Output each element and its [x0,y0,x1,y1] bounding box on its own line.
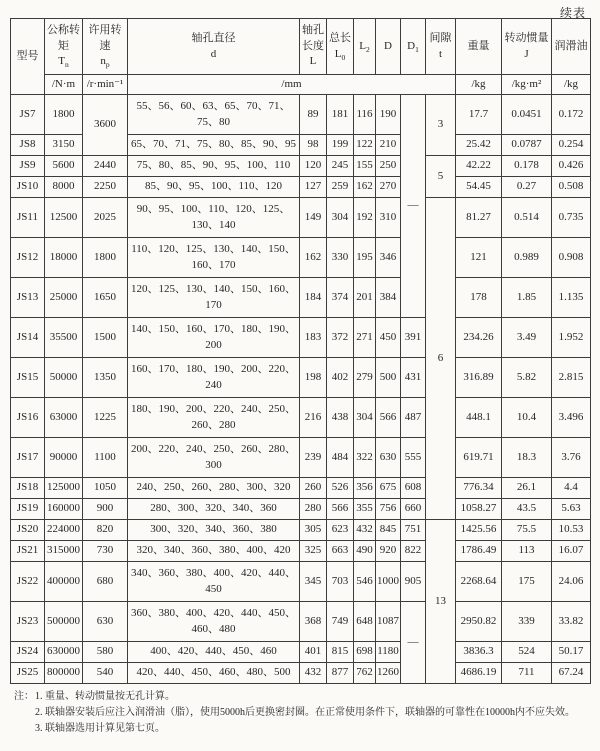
cell-total_length: 181 [327,95,354,135]
unit-speed: /r·min⁻¹ [83,75,128,95]
cell-weight: 2268.64 [456,562,502,602]
cell-speed: 2025 [83,198,128,238]
cell-d_outer: 250 [376,156,401,177]
cell-length: 345 [300,562,327,602]
cell-d_outer: 346 [376,238,401,278]
cell-weight: 2950.82 [456,602,502,642]
header-row-units [11,75,591,95]
cell-total_length: 703 [327,562,354,602]
cell-oil: 50.17 [552,642,591,663]
col-header-d1: $D_1$ [401,19,426,75]
cell-speed: 1350 [83,358,128,398]
cell-total_length: 663 [327,541,354,562]
cell-torque: 1800 [45,95,83,135]
cell-inertia: 711 [502,663,552,684]
cell-speed: 900 [83,499,128,520]
note-item: 3. 联轴器选用计算见第七页。 [35,723,165,735]
cell-model: JS19 [11,499,45,520]
cell-torque: 500000 [45,602,83,642]
cell-bore: 340、360、380、400、420、440、450 [128,562,300,602]
cell-torque: 12500 [45,198,83,238]
cell-l2: 162 [354,177,376,198]
cell-d_outer: 630 [376,438,401,478]
cell-model: JS25 [11,663,45,684]
col-header-bore: 轴孔直径 d [128,19,300,75]
cell-length: 183 [300,318,327,358]
cell-speed: 1800 [83,238,128,278]
cell-d1: — [401,602,426,684]
table-row [11,438,591,478]
cell-total_length: 199 [327,135,354,156]
cell-length: 162 [300,238,327,278]
cell-model: JS22 [11,562,45,602]
table-row [11,278,591,318]
cell-inertia: 18.3 [502,438,552,478]
cell-bore: 85、90、95、100、110、120 [128,177,300,198]
cell-length: 401 [300,642,327,663]
cell-length: 432 [300,663,327,684]
note-item: 1. 重量、转动惯量按无孔计算。 [35,691,175,702]
cell-torque: 18000 [45,238,83,278]
cell-length: 149 [300,198,327,238]
cell-d_outer: 566 [376,398,401,438]
cell-speed: 630 [83,602,128,642]
cell-length: 184 [300,278,327,318]
cell-weight: 448.1 [456,398,502,438]
cell-d_outer: 310 [376,198,401,238]
cell-model: JS21 [11,541,45,562]
cell-oil: 0.508 [552,177,591,198]
cell-oil: 3.76 [552,438,591,478]
cell-speed: 1650 [83,278,128,318]
cell-l2: 698 [354,642,376,663]
unit-torque: /N·m [45,75,83,95]
cell-oil: 1.135 [552,278,591,318]
cell-total_length: 245 [327,156,354,177]
notes-prefix: 注： [14,691,34,702]
cell-inertia: 5.82 [502,358,552,398]
cell-oil: 1.952 [552,318,591,358]
cell-oil: 4.4 [552,478,591,499]
cell-bore: 400、420、440、450、460 [128,642,300,663]
cell-d1: 431 [401,358,426,398]
col-header-model: 型号 [11,19,45,95]
table-row [11,541,591,562]
cell-model: JS18 [11,478,45,499]
cell-d1: 487 [401,398,426,438]
cell-model: JS9 [11,156,45,177]
cell-weight: 81.27 [456,198,502,238]
cell-model: JS12 [11,238,45,278]
cell-d1: 751 [401,520,426,541]
cell-l2: 192 [354,198,376,238]
cell-torque: 8000 [45,177,83,198]
cell-d_outer: 210 [376,135,401,156]
col-header-torque: 公称转矩 $T_n$ [45,19,83,75]
cell-total_length: 374 [327,278,354,318]
cell-length: 198 [300,358,327,398]
cell-inertia: 524 [502,642,552,663]
cell-bore: 75、80、85、90、95、100、110 [128,156,300,177]
cell-model: JS8 [11,135,45,156]
cell-bore: 280、300、320、340、360 [128,499,300,520]
cell-weight: 234.26 [456,318,502,358]
col-header-d: D [376,19,401,75]
cell-model: JS23 [11,602,45,642]
cell-speed: 1100 [83,438,128,478]
cell-l2: 356 [354,478,376,499]
cell-d1: — [401,95,426,318]
cell-d_outer: 500 [376,358,401,398]
cell-model: JS20 [11,520,45,541]
cell-length: 260 [300,478,327,499]
cell-d_outer: 756 [376,499,401,520]
cell-inertia: 3.49 [502,318,552,358]
cell-l2: 279 [354,358,376,398]
cell-gap: 5 [426,156,456,198]
cell-oil: 5.63 [552,499,591,520]
cell-weight: 1058.27 [456,499,502,520]
cell-d_outer: 675 [376,478,401,499]
cell-bore: 140、150、160、170、180、190、200 [128,318,300,358]
cell-model: JS7 [11,95,45,135]
cell-inertia: 43.5 [502,499,552,520]
cell-torque: 63000 [45,398,83,438]
unit-mm: /mm [128,75,456,95]
cell-model: JS15 [11,358,45,398]
cell-l2: 322 [354,438,376,478]
cell-weight: 316.89 [456,358,502,398]
cell-bore: 160、170、180、190、200、220、240 [128,358,300,398]
cell-d_outer: 450 [376,318,401,358]
cell-total_length: 623 [327,520,354,541]
cell-inertia: 175 [502,562,552,602]
cell-model: JS10 [11,177,45,198]
cell-d_outer: 1000 [376,562,401,602]
cell-weight: 42.22 [456,156,502,177]
col-header-oil: 润滑油 [552,19,591,75]
cell-total_length: 526 [327,478,354,499]
cell-oil: 0.735 [552,198,591,238]
cell-oil: 10.53 [552,520,591,541]
col-header-gap: 间隙 t [426,19,456,75]
cell-bore: 65、70、71、75、80、85、90、95 [128,135,300,156]
cell-total_length: 372 [327,318,354,358]
cell-oil: 16.07 [552,541,591,562]
cell-model: JS14 [11,318,45,358]
cell-bore: 90、95、100、110、120、125、130、140 [128,198,300,238]
cell-torque: 630000 [45,642,83,663]
table-row [11,156,591,177]
cell-inertia: 10.4 [502,398,552,438]
cell-l2: 201 [354,278,376,318]
cell-speed: 540 [83,663,128,684]
cell-weight: 1425.56 [456,520,502,541]
cell-d1: 905 [401,562,426,602]
cell-d_outer: 384 [376,278,401,318]
cell-inertia: 0.178 [502,156,552,177]
cell-inertia: 113 [502,541,552,562]
cell-bore: 200、220、240、250、260、280、300 [128,438,300,478]
cell-inertia: 26.1 [502,478,552,499]
table-row [11,478,591,499]
cell-oil: 2.815 [552,358,591,398]
cell-torque: 5600 [45,156,83,177]
table-row [11,358,591,398]
table-row [11,398,591,438]
cell-torque: 3150 [45,135,83,156]
cell-oil: 0.254 [552,135,591,156]
table-row [11,663,591,684]
cell-length: 239 [300,438,327,478]
cell-bore: 360、380、400、420、440、450、460、480 [128,602,300,642]
cell-speed: 730 [83,541,128,562]
cell-speed: 2250 [83,177,128,198]
cell-torque: 90000 [45,438,83,478]
unit-oil: /kg [552,75,591,95]
cell-total_length: 304 [327,198,354,238]
cell-model: JS24 [11,642,45,663]
cell-inertia: 0.27 [502,177,552,198]
cell-weight: 178 [456,278,502,318]
cell-torque: 400000 [45,562,83,602]
cell-torque: 160000 [45,499,83,520]
cell-l2: 304 [354,398,376,438]
cell-oil: 24.06 [552,562,591,602]
cell-d1: 555 [401,438,426,478]
cell-length: 305 [300,520,327,541]
cell-length: 280 [300,499,327,520]
cell-l2: 271 [354,318,376,358]
cell-total_length: 566 [327,499,354,520]
table-row [11,318,591,358]
cell-speed: 1500 [83,318,128,358]
cell-torque: 125000 [45,478,83,499]
cell-d_outer: 270 [376,177,401,198]
col-header-weight: 重量 [456,19,502,75]
cell-speed: 680 [83,562,128,602]
col-header-length: 轴孔长度 L [300,19,327,75]
cell-l2: 155 [354,156,376,177]
table-row [11,499,591,520]
cell-length: 368 [300,602,327,642]
spec-table-body [11,95,591,684]
cell-speed: 3600 [83,95,128,156]
note-item: 2. 联轴器安装后应注入润滑油（脂），使用5000h后更换密封圈。在正常使用条件下，联轴器的可靠性在10000h内不应失效。 [35,707,575,719]
cell-torque: 25000 [45,278,83,318]
cell-total_length: 330 [327,238,354,278]
spec-table [10,18,591,684]
cell-speed: 1050 [83,478,128,499]
cell-length: 325 [300,541,327,562]
cell-gap: 13 [426,520,456,684]
cell-torque: 224000 [45,520,83,541]
cell-l2: 195 [354,238,376,278]
cell-d1: 608 [401,478,426,499]
cell-model: JS16 [11,398,45,438]
table-row [11,520,591,541]
table-row [11,198,591,238]
cell-d_outer: 1180 [376,642,401,663]
cell-torque: 35500 [45,318,83,358]
cell-weight: 1786.49 [456,541,502,562]
cell-inertia: 0.0787 [502,135,552,156]
cell-speed: 820 [83,520,128,541]
cell-total_length: 484 [327,438,354,478]
header-row-names [11,19,591,75]
cell-d1: 391 [401,318,426,358]
cell-bore: 300、320、340、360、380 [128,520,300,541]
cell-weight: 619.71 [456,438,502,478]
col-header-inertia: 转动惯量 J [502,19,552,75]
cell-l2: 648 [354,602,376,642]
table-row [11,602,591,642]
cell-bore: 180、190、200、220、240、250、260、280 [128,398,300,438]
cell-l2: 546 [354,562,376,602]
cell-bore: 120、125、130、140、150、160、170 [128,278,300,318]
cell-oil: 67.24 [552,663,591,684]
cell-l2: 116 [354,95,376,135]
cell-weight: 25.42 [456,135,502,156]
cell-d_outer: 845 [376,520,401,541]
col-header-total-length: 总长 $L_0$ [327,19,354,75]
cell-inertia: 0.514 [502,198,552,238]
cell-oil: 0.426 [552,156,591,177]
cell-d_outer: 1087 [376,602,401,642]
cell-speed: 1225 [83,398,128,438]
cell-length: 89 [300,95,327,135]
cell-bore: 240、250、260、280、300、320 [128,478,300,499]
cell-inertia: 0.0451 [502,95,552,135]
continued-table-label: 续表 [559,6,586,20]
notes [10,689,590,738]
cell-gap: 6 [426,198,456,520]
cell-weight: 17.7 [456,95,502,135]
table-row [11,177,591,198]
cell-l2: 355 [354,499,376,520]
unit-inertia: /kg·m² [502,75,552,95]
cell-total_length: 259 [327,177,354,198]
cell-speed: 2440 [83,156,128,177]
cell-bore: 320、340、360、380、400、420 [128,541,300,562]
cell-weight: 3836.3 [456,642,502,663]
cell-weight: 4686.19 [456,663,502,684]
cell-length: 98 [300,135,327,156]
cell-bore: 55、56、60、63、65、70、71、75、80 [128,95,300,135]
cell-l2: 122 [354,135,376,156]
cell-bore: 420、440、450、460、480、500 [128,663,300,684]
cell-total_length: 877 [327,663,354,684]
cell-d1: 660 [401,499,426,520]
cell-d_outer: 1260 [376,663,401,684]
col-header-speed: 许用转速 $n_p$ [83,19,128,75]
cell-weight: 121 [456,238,502,278]
table-row [11,562,591,602]
cell-total_length: 438 [327,398,354,438]
cell-oil: 0.172 [552,95,591,135]
cell-torque: 315000 [45,541,83,562]
cell-length: 120 [300,156,327,177]
cell-weight: 776.34 [456,478,502,499]
table-row [11,95,591,135]
col-header-l2: $L_2$ [354,19,376,75]
note-line [14,689,590,705]
cell-inertia: 75.5 [502,520,552,541]
cell-inertia: 1.85 [502,278,552,318]
cell-gap: 3 [426,95,456,156]
unit-weight: /kg [456,75,502,95]
cell-model: JS17 [11,438,45,478]
cell-model: JS13 [11,278,45,318]
cell-total_length: 749 [327,602,354,642]
cell-length: 127 [300,177,327,198]
cell-inertia: 339 [502,602,552,642]
cell-total_length: 815 [327,642,354,663]
cell-model: JS11 [11,198,45,238]
cell-l2: 762 [354,663,376,684]
cell-inertia: 0.989 [502,238,552,278]
cell-oil: 0.908 [552,238,591,278]
cell-oil: 3.496 [552,398,591,438]
cell-torque: 800000 [45,663,83,684]
cell-d_outer: 190 [376,95,401,135]
cell-oil: 33.82 [552,602,591,642]
cell-speed: 580 [83,642,128,663]
cell-l2: 432 [354,520,376,541]
table-row [11,238,591,278]
cell-l2: 490 [354,541,376,562]
cell-torque: 50000 [45,358,83,398]
cell-total_length: 402 [327,358,354,398]
cell-length: 216 [300,398,327,438]
cell-weight: 54.45 [456,177,502,198]
cell-d1: 822 [401,541,426,562]
cell-bore: 110、120、125、130、140、150、160、170 [128,238,300,278]
cell-d_outer: 920 [376,541,401,562]
table-row [11,642,591,663]
